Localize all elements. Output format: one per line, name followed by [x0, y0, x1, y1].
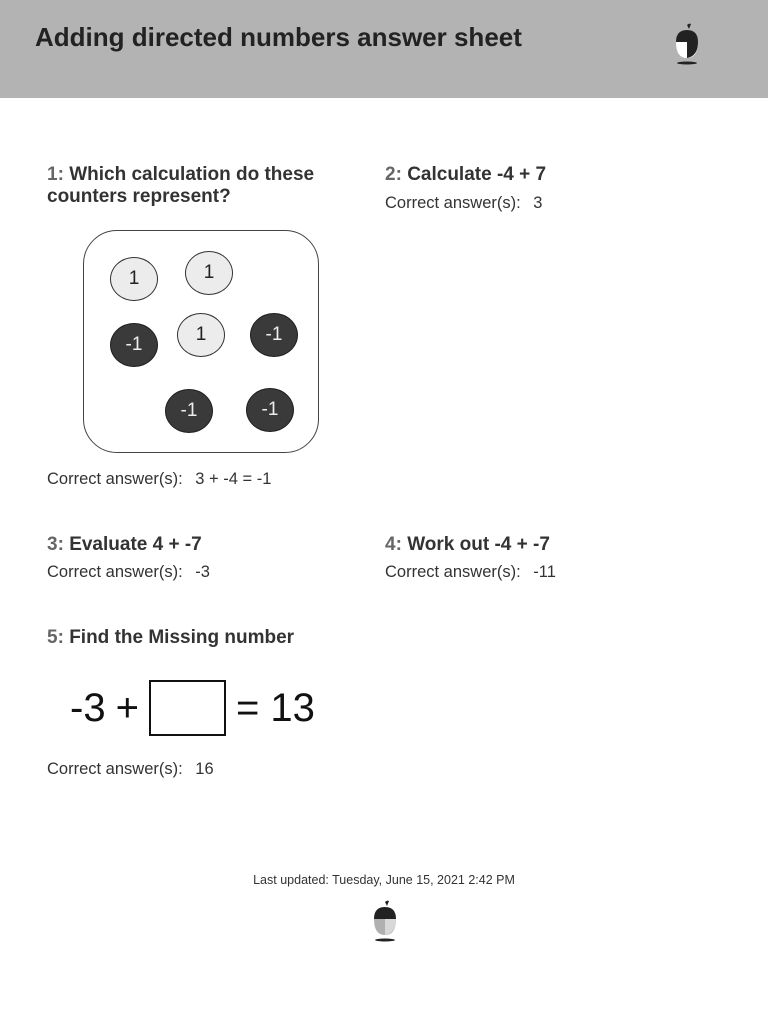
question-2 — [385, 164, 725, 186]
question-3 — [47, 534, 347, 556]
last-updated: Last updated: Tuesday, June 15, 2021 2:42 PM — [253, 873, 515, 887]
answer-value: 3 + -4 = -1 — [195, 470, 272, 488]
acorn-icon — [370, 899, 400, 943]
page-title: Adding directed numbers answer sheet — [35, 22, 522, 52]
question-text: Find the Missing number — [69, 627, 295, 648]
counter-positive: 1 — [177, 313, 225, 357]
answer-label: Correct answer(s): — [47, 470, 183, 488]
acorn-icon — [672, 22, 702, 66]
question-5 — [47, 627, 447, 649]
answer-5 — [47, 760, 214, 779]
question-text: Work out -4 + -7 — [407, 534, 550, 555]
answer-3 — [47, 563, 210, 582]
question-number: 2: — [385, 164, 402, 185]
equation-left: -3 — [70, 685, 106, 730]
counter-negative: -1 — [250, 313, 298, 357]
equation-right: = 13 — [235, 685, 315, 730]
question-number: 3: — [47, 534, 64, 555]
answer-label: Correct answer(s): — [385, 563, 521, 581]
question-4 — [385, 534, 725, 556]
question-number: 4: — [385, 534, 402, 555]
answer-value: 16 — [195, 760, 214, 778]
equation-plus: + — [115, 685, 139, 730]
answer-2 — [385, 194, 542, 213]
counter-negative: -1 — [165, 389, 213, 433]
answer-value: 3 — [533, 194, 543, 212]
question-1 — [47, 164, 337, 208]
question-number: 5: — [47, 627, 64, 648]
question-number: 1: — [47, 164, 64, 185]
question-text: Evaluate 4 + -7 — [69, 534, 202, 555]
missing-number-equation — [70, 678, 315, 738]
answer-value: -3 — [195, 563, 210, 581]
counter-positive: 1 — [110, 257, 158, 301]
question-text: Calculate -4 + 7 — [407, 164, 547, 185]
answer-label: Correct answer(s): — [385, 194, 521, 212]
counter-negative: -1 — [110, 323, 158, 367]
answer-label: Correct answer(s): — [47, 563, 183, 581]
answer-4 — [385, 563, 556, 582]
counter-box — [83, 230, 319, 453]
page-header — [0, 0, 768, 98]
answer-1 — [47, 470, 271, 489]
counter-negative: -1 — [246, 388, 294, 432]
missing-number-box — [149, 680, 226, 736]
counter-positive: 1 — [185, 251, 233, 295]
answer-label: Correct answer(s): — [47, 760, 183, 778]
answer-value: -11 — [533, 563, 556, 581]
question-text: Which calculation do these counters represent? — [47, 164, 315, 207]
